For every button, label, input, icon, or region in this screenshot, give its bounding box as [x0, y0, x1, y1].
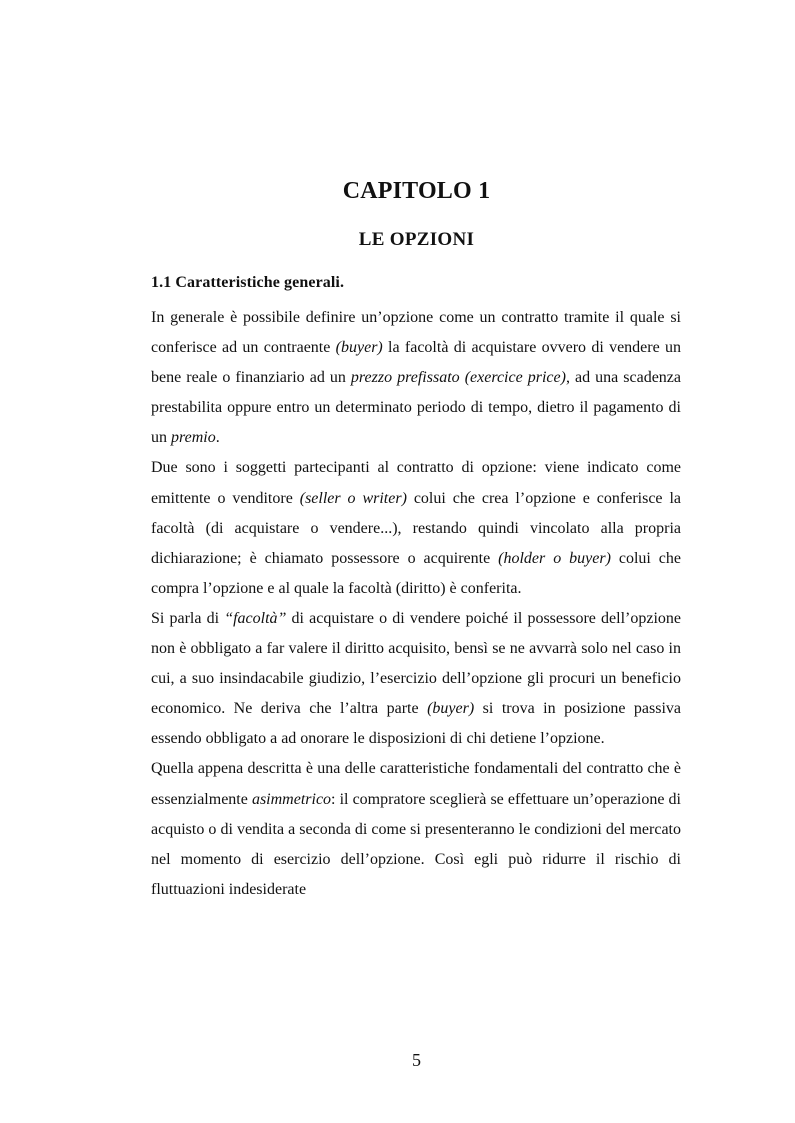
italic-segment: (buyer): [335, 339, 383, 357]
text-segment: Due sono i soggetti partecipanti al contratto di opzione: viene indicato come emittente o venditore: [151, 459, 681, 507]
text-segment: , ad una scadenza prestabilita oppure entro un determinato periodo di tempo, dietro il pagamento di un: [151, 369, 682, 447]
paragraph: [151, 604, 681, 754]
text-segment: : il compratore sceglierà se effettuare un’operazione di acquisto o di vendita a seconda di come si presenteranno le condizioni del mercato nel momento di esercizio dell’opzione. Così egli può ridurre il rischio di fluttuazioni indesiderate: [151, 790, 682, 898]
paragraph: [151, 754, 681, 904]
text-segment: la facoltà di acquistare ovvero di vendere un bene reale o finanziario ad un: [151, 339, 681, 387]
page-number: 5: [412, 1050, 421, 1070]
paragraph: [151, 453, 681, 603]
body-text: [151, 303, 681, 905]
text-segment: In generale è possibile definire un’opzione come un contratto tramite il quale si conferisce ad un contraente: [151, 309, 681, 357]
text-segment: Quella appena descritta è una delle caratteristiche fondamentali del contratto che è essenzialmente: [151, 760, 681, 808]
italic-segment: premio: [171, 429, 216, 447]
chapter-subtitle: LE OPZIONI: [358, 229, 475, 250]
text-segment: colui che crea l’opzione e conferisce la facoltà (di acquistare o vendere...), restando quindi vincolato alla propria dichiarazione; è chiamato possessore o acquirente: [151, 489, 682, 567]
italic-segment: (seller o writer): [299, 489, 407, 507]
text-segment: Si parla di: [151, 609, 225, 627]
italic-segment: asimmetrico: [251, 790, 332, 808]
italic-segment: (holder o buyer): [498, 549, 611, 567]
italic-segment: prezzo prefissato (exercice price): [350, 369, 566, 387]
text-segment: .: [215, 429, 220, 447]
paragraph: [151, 303, 681, 453]
text-segment: di acquistare o di vendere poiché il possessore dell’opzione non è obbligato a far valere il diritto acquisito, bensì se ne avvarrà solo nel caso in cui, a suo insindacabile giudizio, l’esercizio dell’opzione gli procuri un beneficio economico. Ne deriva che l’altra parte: [151, 609, 681, 718]
section-heading: 1.1 Caratteristiche generali.: [151, 274, 345, 291]
italic-segment: (buyer): [427, 700, 475, 718]
italic-segment: “facoltà”: [224, 609, 287, 627]
chapter-title: CAPITOLO 1: [342, 178, 491, 204]
text-segment: si trova in posizione passiva essendo obbligato a ad onorare le disposizioni di chi detiene l’opzione.: [151, 700, 682, 748]
text-segment: colui che compra l’opzione e al quale la facoltà (diritto) è conferita.: [151, 549, 682, 597]
